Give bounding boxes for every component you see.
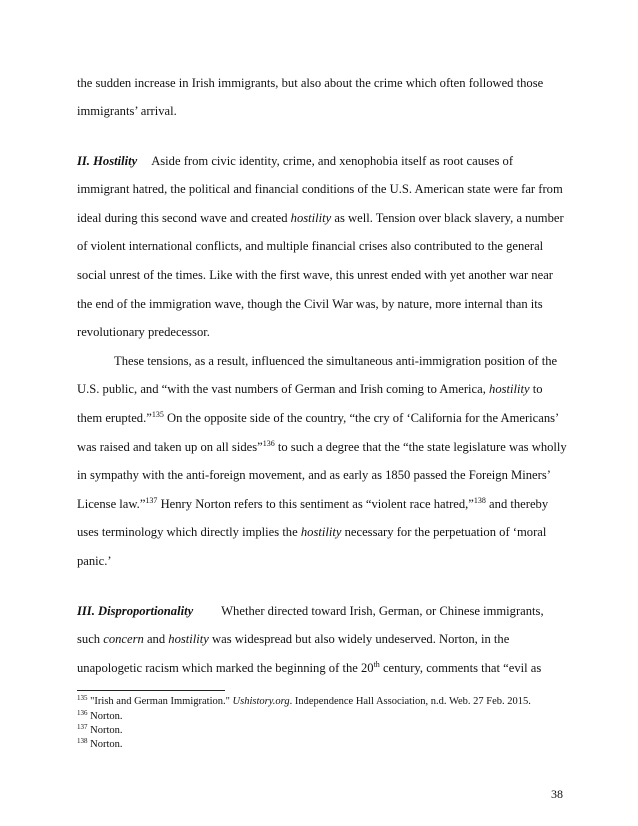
footnote-source: Ushistory.org — [232, 696, 290, 707]
body-line — [77, 410, 559, 426]
body-line: immigrants’ arrival. — [77, 104, 177, 118]
footnote-text: . Independence Hall Association, n.d. Web. 27 Feb. 2015. — [289, 696, 531, 707]
body-line: the sudden increase in Irish immigrants, but also about the crime which often followed those — [77, 76, 544, 90]
footnote-ref[interactable]: 137 — [145, 496, 158, 505]
body-line — [77, 524, 546, 540]
body-line: social unrest of the times. Like with the first wave, this unrest ended with yet another war near — [77, 268, 553, 282]
page-number: 38 — [551, 787, 563, 801]
body-line: in sympathy with the anti-foreign movement, and as early as 1850 passed the Foreign Miners’ — [77, 468, 551, 482]
footnote — [77, 724, 123, 737]
section-heading-disproportionality: III. Disproportionality — [77, 604, 194, 618]
text-run: unapologetic racism which marked the beginning of the 20 — [77, 661, 374, 675]
footnote — [77, 710, 123, 723]
text-run: uses terminology which directly implies the — [77, 525, 301, 539]
footnote-text: Norton. — [87, 739, 123, 750]
footnote-number: 136 — [77, 709, 88, 717]
footnote-number: 137 — [77, 723, 88, 731]
text-run: was raised and taken up on all sides” — [77, 440, 263, 454]
body-line: revolutionary predecessor. — [77, 325, 210, 339]
body-line — [77, 381, 543, 397]
footnote-number: 135 — [77, 694, 88, 702]
text-run: such — [77, 632, 104, 646]
body-line — [77, 660, 541, 676]
footnote-text: "Irish and German Immigration." — [87, 696, 233, 707]
body-line — [77, 439, 567, 455]
body-line: of violent international conflicts, and multiple financial crises also contributed to the general — [77, 239, 544, 253]
body-line: panic.’ — [77, 554, 112, 568]
text-run: them erupted.” — [77, 411, 152, 425]
footnote-text: Norton. — [87, 725, 123, 736]
footnote-number: 138 — [77, 737, 88, 745]
body-line: immigrant hatred, the political and financial conditions of the U.S. American state were far from — [77, 182, 563, 196]
body-line: These tensions, as a result, influenced the simultaneous anti-immigration position of the — [114, 354, 558, 368]
body-line — [77, 210, 564, 226]
emphasis: concern — [103, 632, 144, 646]
footnote-divider — [77, 690, 225, 691]
text-run: and thereby — [485, 497, 549, 511]
footnote-ref[interactable]: 136 — [262, 439, 275, 448]
text-run: Aside from civic identity, crime, and xenophobia itself as root causes of — [151, 154, 514, 168]
footnote — [77, 695, 531, 708]
footnote — [77, 738, 123, 751]
text-run: century, comments that “evil as — [379, 661, 542, 675]
body-line: the end of the immigration wave, though the Civil War was, by nature, more internal than its — [77, 297, 543, 311]
text-run: was widespread but also widely undeserved. Norton, in the — [208, 632, 510, 646]
text-run: On the opposite side of the country, “the cry of ‘California for the Americans’ — [163, 411, 560, 425]
body-line — [77, 603, 544, 619]
body-line — [77, 496, 548, 512]
text-run: U.S. public, and “with the vast numbers of German and Irish coming to America, — [77, 382, 490, 396]
text-run: as well. Tension over black slavery, a number — [331, 211, 564, 225]
text-run: Henry Norton refers to this sentiment as “violent race hatred,” — [157, 497, 474, 511]
footnote-ref[interactable]: 135 — [151, 410, 164, 419]
text-run: and — [143, 632, 169, 646]
footnote-text: Norton. — [87, 711, 123, 722]
text-run: License law.” — [77, 497, 146, 511]
superscript: th — [373, 660, 380, 669]
body-line — [77, 153, 513, 169]
text-run: ideal during this second wave and created — [77, 211, 291, 225]
footnote-ref[interactable]: 138 — [473, 496, 486, 505]
text-run: to — [529, 382, 543, 396]
body-line — [77, 631, 509, 647]
emphasis: hostility — [290, 211, 332, 225]
text-run: necessary for the perpetuation of ‘moral — [341, 525, 547, 539]
emphasis: hostility — [300, 525, 342, 539]
emphasis: hostility — [489, 382, 530, 396]
section-heading-hostility: II. Hostility — [77, 154, 138, 168]
text-run: to such a degree that the “the state legislature was wholly — [274, 440, 567, 454]
text-run: Whether directed toward Irish, German, or Chinese immigrants, — [221, 604, 544, 618]
emphasis: hostility — [168, 632, 209, 646]
